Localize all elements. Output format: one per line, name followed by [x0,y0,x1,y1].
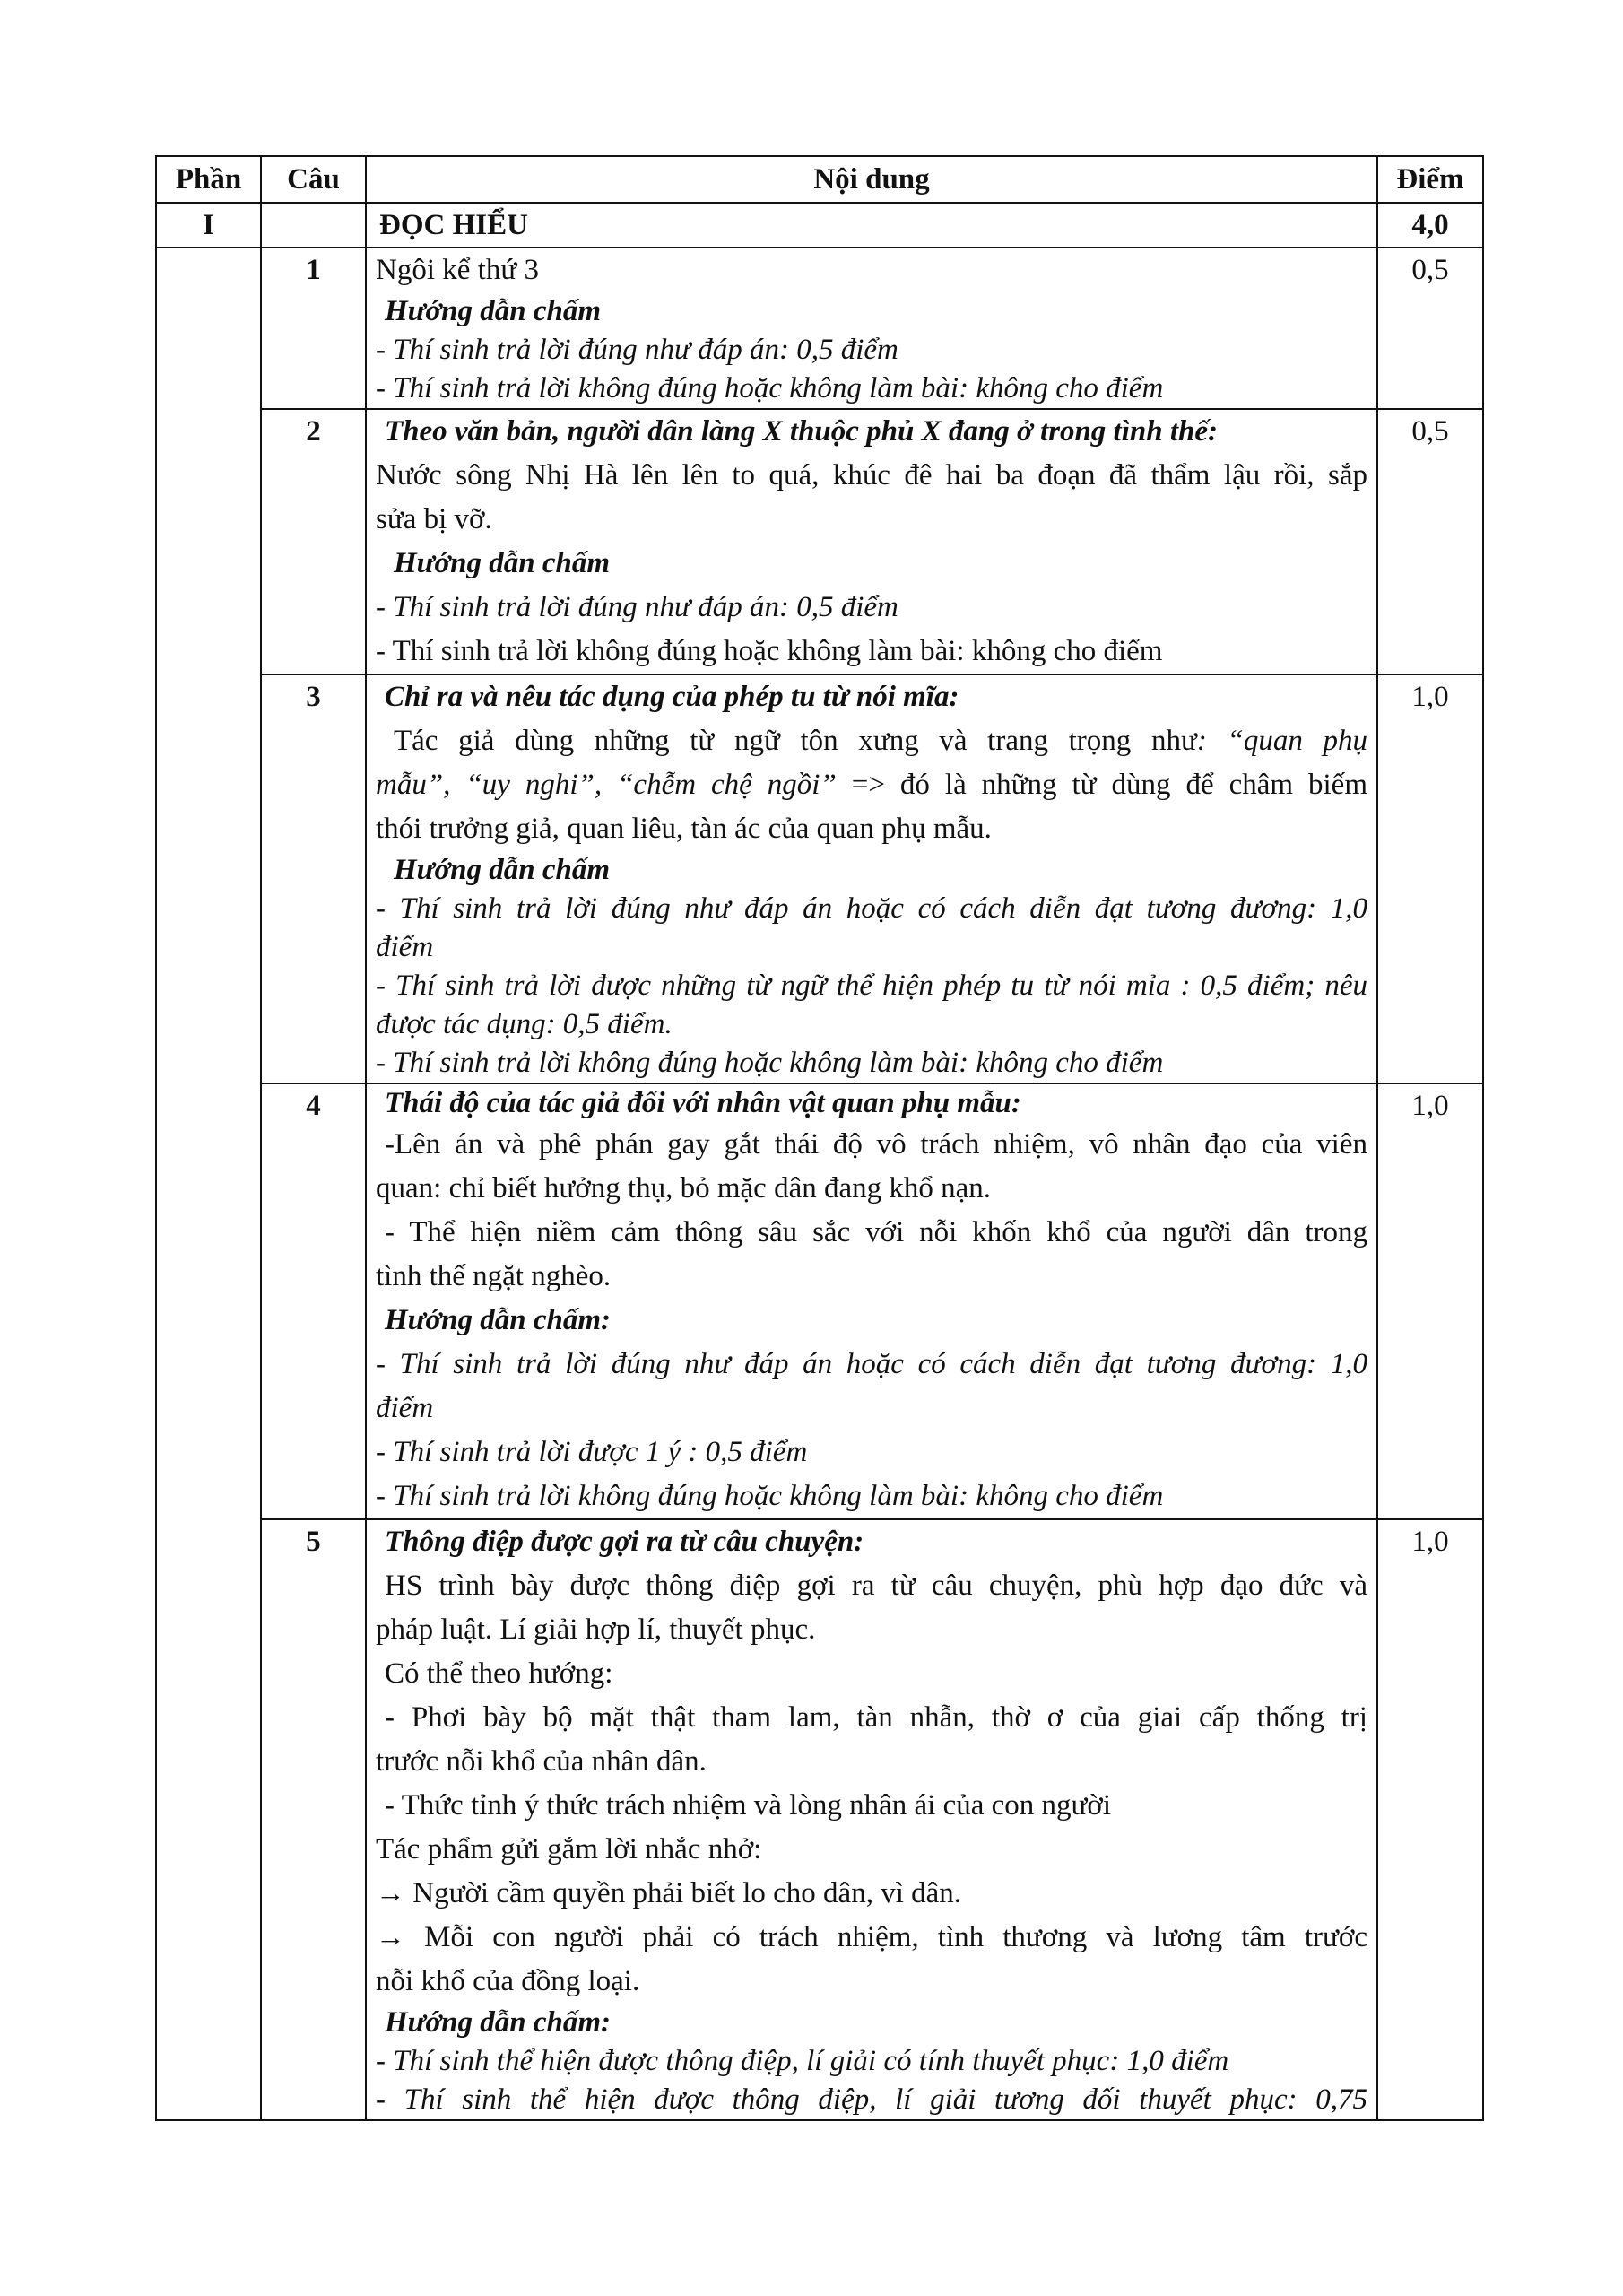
header-noi-dung: Nội dung [366,156,1377,203]
question-row-2 [156,409,1483,674]
question-content [366,409,1377,674]
answer-line: thói trưởng giả, quan liêu, tàn ác của quan phụ mẫu. [376,813,992,845]
guide-line: - Thí sinh trả lời được 1 ý : 0,5 điểm [376,1436,808,1468]
guide-line: - Thí sinh trả lời đúng như đáp án hoặc có cách diễn đạt tương đương: 1,0 [376,1348,1367,1380]
question-row-4 [156,1083,1483,1519]
answer-line: → Mỗi con người phải có trách nhiệm, tình thương và lương tâm trước [376,1921,1367,1953]
question-row-5 [156,1519,1483,2120]
guide-title: Hướng dẫn chấm [394,854,611,886]
guide-line: - Thí sinh trả lời đúng như đáp án: 0,5 điểm [376,591,898,623]
header-row [156,156,1483,203]
question-score: 1,0 [1377,674,1483,1083]
guide-title: Hướng dẫn chấm [394,547,611,579]
answer-line: Có thể theo hướng: [385,1657,613,1690]
question-content [366,674,1377,1083]
question-number: 4 [261,1083,366,1519]
question-number: 2 [261,409,366,674]
answer-line: Ngôi kể thứ 3 [376,254,539,286]
answer-line: quan: chỉ biết hưởng thụ, bỏ mặc dân đang khổ nạn. [376,1172,992,1205]
answer-quote: mẫu”, “uy nghi”, “chễm chệ ngồi” [376,769,837,801]
question-heading: Theo văn bản, người dân làng X thuộc phủ X đang ở trong tình thế: [385,415,1219,448]
question-heading: Thông điệp được gợi ra từ câu chuyện: [385,1526,864,1558]
question-number: 5 [261,1519,366,2120]
question-score: 1,0 [1377,1083,1483,1519]
question-row-3 [156,674,1483,1083]
answer-line: nỗi khổ của đồng loại. [376,1965,640,1997]
answer-line: Nước sông Nhị Hà lên lên to quá, khúc đê hai ba đoạn đã thẩm lậu rồi, sắp [376,459,1367,491]
question-score: 0,5 [1377,409,1483,674]
guide-line: - Thí sinh thể hiện được thông điệp, lí giải tương đối thuyết phục: 0,75 [376,2083,1367,2116]
part-row [156,203,1483,248]
question-content [366,1519,1377,2120]
answer-line: tình thế ngặt nghèo. [376,1260,612,1292]
question-row-1 [156,248,1483,409]
answer-line: trước nỗi khổ của nhân dân. [376,1745,707,1778]
question-number: 1 [261,248,366,409]
answer-line: - Phơi bày bộ mặt thật tham lam, tàn nhẫn, thờ ơ của giai cấp thống trị [385,1701,1367,1734]
guide-line: được tác dụng: 0,5 điểm. [376,1008,673,1040]
guide-line: - Thí sinh trả lời đúng như đáp án hoặc có cách diễn đạt tương đương: 1,0 [376,892,1367,925]
answer-line: sửa bị vỡ. [376,503,492,535]
question-content [366,1083,1377,1519]
guide-title: Hướng dẫn chấm: [385,1304,612,1336]
question-heading: Chỉ ra và nêu tác dụng của phép tu từ nói mĩa: [385,681,959,713]
answer-line: HS trình bày được thông điệp gợi ra từ câu chuyện, phù hợp đạo đức và [385,1570,1367,1602]
guide-line: - Thí sinh trả lời không đúng hoặc không làm bài: không cho điểm [376,1480,1164,1512]
guide-line: - Thí sinh thể hiện được thông điệp, lí giải có tính thuyết phục: 1,0 điểm [376,2045,1229,2077]
answer-text: Tác giả dùng những từ ngữ tôn xưng và trang trọng như [394,725,1197,757]
answer-line: → Người cầm quyền phải biết lo cho dân, vì dân. [376,1877,962,1909]
guide-line: điểm [376,1392,434,1424]
part-empty-cau [261,203,366,248]
question-score: 1,0 [1377,1519,1483,2120]
question-score: 0,5 [1377,248,1483,409]
grading-table [155,155,1484,2121]
question-content [366,248,1377,409]
guide-line: - Thí sinh trả lời không đúng hoặc không làm bài: không cho điểm [376,635,1163,667]
answer-line: - Thể hiện niềm cảm thông sâu sắc với nỗi khốn khổ của người dân trong [385,1216,1367,1248]
guide-title: Hướng dẫn chấm [385,295,602,327]
guide-title: Hướng dẫn chấm: [385,2006,612,2039]
answer-line: pháp luật. Lí giải hợp lí, thuyết phục. [376,1613,816,1646]
guide-line: điểm [376,931,434,963]
answer-line: -Lên án và phê phán gay gắt thái độ vô trách nhiệm, vô nhân đạo của viên [385,1128,1367,1161]
answer-line [376,719,1367,763]
question-heading: Thái độ của tác giả đối với nhân vật quan phụ mẫu: [385,1087,1021,1119]
guide-line: - Thí sinh trả lời đúng như đáp án: 0,5 điểm [376,334,898,366]
guide-line: - Thí sinh trả lời không đúng hoặc không làm bài: không cho điểm [376,1047,1164,1079]
answer-text: => đó là những từ dùng để châm biếm [836,769,1367,801]
answer-quote: : “quan phụ [1196,725,1367,757]
answer-line: Tác phẩm gửi gắm lời nhắc nhở: [376,1833,762,1866]
question-number: 3 [261,674,366,1083]
part-score: 4,0 [1377,203,1483,248]
header-phan: Phần [156,156,261,203]
answer-line: - Thức tỉnh ý thức trách nhiệm và lòng nhân ái của con người [385,1789,1112,1822]
answer-line [376,763,1367,807]
part-roman: I [156,203,261,248]
guide-line: - Thí sinh trả lời không đúng hoặc không làm bài: không cho điểm [376,372,1164,404]
header-diem: Điểm [1377,156,1483,203]
guide-line: - Thí sinh trả lời được những từ ngữ thể hiện phép tu từ nói mỉa : 0,5 điểm; nêu [376,970,1367,1002]
header-cau: Câu [261,156,366,203]
part-title: ĐỌC HIỂU [366,203,1377,248]
phan-spacer [156,248,261,2120]
